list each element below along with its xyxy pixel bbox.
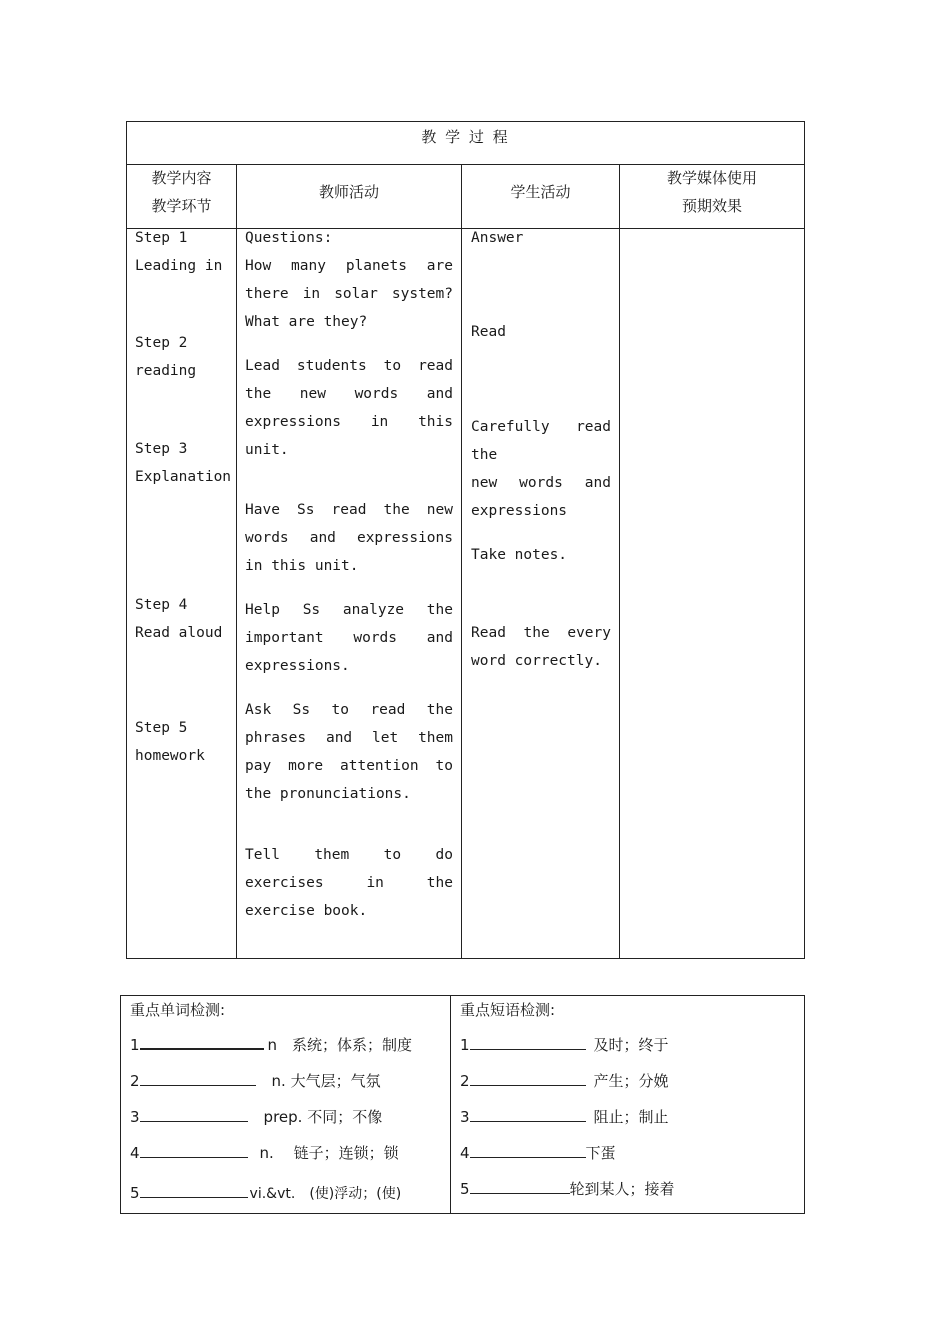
answer-blank[interactable] (470, 1179, 570, 1194)
table-col-divider (236, 164, 237, 959)
header-content-label: 教学内容 (151, 169, 212, 187)
answer-blank[interactable] (140, 1143, 248, 1158)
student-activity-new-words: new words and expressions (471, 475, 611, 519)
student-activity-read: Read (471, 324, 506, 340)
quiz-border-top (120, 995, 805, 996)
student-activity-answer: Answer (471, 230, 524, 246)
step-1 (135, 224, 235, 280)
step-number: Step 5 (135, 720, 188, 736)
phrase-definition: 产生；分娩 (593, 1072, 669, 1090)
step-number: Step 3 (135, 441, 188, 457)
word-quiz-item (130, 1182, 401, 1205)
item-number: 4 (130, 1144, 140, 1162)
item-number: 3 (130, 1108, 140, 1126)
phrase-quiz-item (460, 1106, 669, 1128)
phrase-quiz-item (460, 1070, 669, 1092)
item-number: 3 (460, 1108, 470, 1126)
table-col-divider (461, 164, 462, 959)
word-definition: n 系统；体系；制度 (267, 1036, 413, 1054)
item-number: 5 (130, 1184, 140, 1202)
teacher-activity-homework: Tell them to do exercises in the exercise book. (245, 847, 453, 919)
item-number: 2 (460, 1072, 470, 1090)
student-activity-carefully-read: Carefully read the (471, 419, 611, 463)
item-number: 1 (130, 1036, 140, 1054)
word-quiz-item (130, 1142, 399, 1164)
student-activity-take-notes: Take notes. (471, 547, 568, 563)
table-col-divider (619, 164, 620, 959)
teacher-activity-questions: How many planets are there in solar system? What are they? (245, 258, 453, 330)
header-stage-label: 教学环节 (151, 197, 212, 215)
word-quiz-title: 重点单词检测: (130, 1001, 226, 1019)
answer-blank[interactable] (140, 1183, 248, 1198)
table-border-top (126, 121, 805, 122)
header-media-effect (620, 164, 804, 220)
item-number: 1 (460, 1036, 470, 1054)
teacher-activity-lead-reading: Lead students to read the new words and expressions in this unit. (245, 358, 453, 458)
step-name: Read aloud (135, 625, 223, 641)
header-student-activity: 学生活动 (510, 183, 571, 201)
word-definition: vi.&vt. (使)浮动；(使) (249, 1186, 402, 1202)
step-3 (135, 435, 235, 491)
answer-blank[interactable] (140, 1071, 256, 1086)
word-quiz-item (130, 1034, 412, 1056)
word-definition: prep. 不同；不像 (263, 1108, 383, 1126)
header-effect-label: 预期效果 (681, 197, 742, 215)
answer-blank[interactable] (470, 1071, 586, 1086)
phrase-quiz-item (460, 1142, 616, 1164)
step-name: Leading in (135, 258, 223, 274)
step-name: homework (135, 748, 205, 764)
step-2 (135, 329, 235, 385)
quiz-col-divider (450, 995, 451, 1214)
item-number: 2 (130, 1072, 140, 1090)
phrase-quiz-item (460, 1034, 669, 1056)
teacher-activity-phrases: Ask Ss to read the phrases and let them pay more attention to the pronunciations. (245, 702, 453, 802)
table-title: 教 学 过 程 (421, 128, 510, 146)
phrase-definition: 阻止；制止 (593, 1108, 669, 1126)
phrase-quiz-item (460, 1178, 675, 1200)
word-definition: n. 大气层；气氛 (271, 1072, 381, 1090)
phrase-definition: 下蛋 (585, 1144, 616, 1162)
teacher-questions-label: Questions: (245, 230, 333, 246)
answer-blank[interactable] (140, 1107, 248, 1122)
quiz-border-right (804, 995, 805, 1214)
teacher-activity-analyze: Help Ss analyze the important words and expressions. (245, 602, 453, 674)
phrase-quiz-title: 重点短语检测: (460, 1001, 556, 1019)
answer-blank[interactable] (470, 1107, 586, 1122)
answer-blank[interactable] (140, 1034, 264, 1050)
step-5 (135, 714, 235, 770)
step-name: reading (135, 363, 197, 379)
step-number: Step 4 (135, 597, 188, 613)
header-media-label: 教学媒体使用 (666, 169, 757, 187)
table-border-left (126, 121, 127, 959)
step-number: Step 2 (135, 335, 188, 351)
teacher-activity-have-read: Have Ss read the new words and expressions in this unit. (245, 502, 453, 574)
table-border-bottom (126, 958, 805, 959)
step-name: Explanation (135, 469, 232, 485)
step-number: Step 1 (135, 230, 188, 246)
item-number: 5 (460, 1180, 470, 1198)
phrase-definition: 及时；终于 (593, 1036, 669, 1054)
word-quiz-item (130, 1070, 381, 1092)
item-number: 4 (460, 1144, 470, 1162)
quiz-border-left (120, 995, 121, 1214)
table-border-right (804, 121, 805, 959)
step-4 (135, 591, 235, 647)
answer-blank[interactable] (470, 1143, 586, 1158)
quiz-border-bottom (120, 1213, 805, 1214)
header-teacher-activity: 教师活动 (318, 183, 379, 201)
student-activity-read-correctly: Read the every word correctly. (471, 625, 611, 669)
phrase-definition: 轮到某人；接着 (569, 1180, 675, 1198)
header-content-stage (127, 164, 236, 220)
answer-blank[interactable] (470, 1035, 586, 1050)
word-definition: n. 链子；连锁；锁 (259, 1144, 399, 1162)
word-quiz-item (130, 1106, 382, 1128)
